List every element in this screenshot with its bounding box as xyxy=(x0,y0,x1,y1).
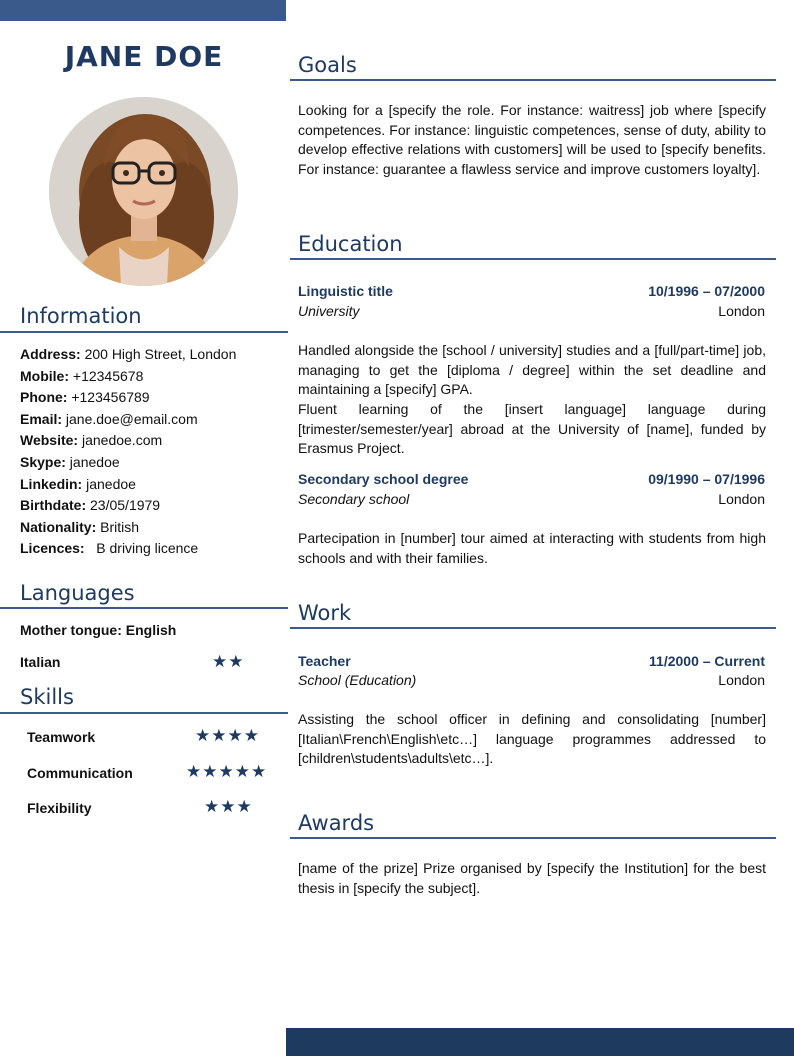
section-divider xyxy=(290,627,776,629)
info-label: Birthdate: xyxy=(20,497,87,514)
work-description: Assisting the school officer in defining and consolidating [number] [Italian\French\English\etc…] language programmes addressed to [children\students\adults\etc…]. xyxy=(298,711,766,767)
information-list xyxy=(20,344,282,560)
bottom-accent-bar xyxy=(286,1028,794,1056)
info-label: Linkedin: xyxy=(20,475,83,492)
skill-name: Communication xyxy=(27,765,133,781)
info-row xyxy=(20,409,282,431)
section-heading-goals: Goals xyxy=(298,53,357,77)
section-heading-information: Information xyxy=(20,304,142,328)
info-label: Phone: xyxy=(20,389,68,406)
education-city: London xyxy=(718,491,765,507)
skill-rating-stars: ★★★★★ xyxy=(186,762,268,781)
left-column xyxy=(0,0,288,1056)
profile-photo xyxy=(49,97,238,286)
info-value: British xyxy=(96,518,140,535)
info-label: Licences: xyxy=(20,540,85,557)
candidate-name: JANE DOE xyxy=(64,40,224,73)
info-label: Nationality: xyxy=(20,518,97,535)
goals-text: Looking for a [specify the role. For instance: waitress] job where [specify competences. For instance: linguistic competences, sense of duty, ability to develop effective relations with customers] will be used to [specify benefits. For instance: guarantee a flawless service and improve customers loyalty]. xyxy=(298,102,766,177)
info-value: janedoe xyxy=(65,453,120,470)
language-name: Italian xyxy=(20,654,61,670)
info-value: 23/05/1979 xyxy=(86,497,161,514)
education-description: Handled alongside the [school / university] studies and a [full/part-time] job, managing to get the [diploma / degree] within the set deadline and maintaining a [specify] GPA. xyxy=(298,342,766,398)
education-city: London xyxy=(718,303,765,319)
info-value: janedoe xyxy=(82,475,136,492)
info-row xyxy=(20,430,282,452)
info-value: 200 High Street, London xyxy=(80,346,237,362)
work-dates: 11/2000 – Current xyxy=(649,653,765,669)
info-row xyxy=(20,366,282,388)
education-description-extra: Fluent learning of the [insert language] language during [trimester/semester/year] abroad at the University of [name], funded by Erasmus Project. xyxy=(298,401,766,457)
section-heading-skills: Skills xyxy=(20,685,74,709)
section-divider xyxy=(290,79,776,81)
awards-text: [name of the prize] Prize organised by [specify the Institution] for the best thesis in [specify the subject]. xyxy=(298,860,766,896)
education-description: Partecipation in [number] tour aimed at interacting with students from high schools and with their families. xyxy=(298,530,766,566)
info-row xyxy=(20,452,282,474)
section-divider xyxy=(0,331,288,333)
section-divider xyxy=(0,712,288,714)
info-row xyxy=(20,517,282,539)
info-value: jane.doe@email.com xyxy=(62,410,198,427)
info-row xyxy=(20,387,282,409)
education-dates: 10/1996 – 07/2000 xyxy=(648,283,765,299)
info-label: Email: xyxy=(20,410,63,427)
work-city: London xyxy=(718,672,765,688)
section-heading-languages: Languages xyxy=(20,581,135,605)
info-row xyxy=(20,474,282,496)
education-institution: Secondary school xyxy=(298,491,410,507)
section-divider xyxy=(0,607,288,609)
info-label: Mobile: xyxy=(20,367,69,384)
education-institution: University xyxy=(298,303,360,319)
section-heading-education: Education xyxy=(298,232,403,256)
info-label: Address: xyxy=(20,346,81,362)
info-label: Skype: xyxy=(20,453,66,470)
info-row xyxy=(20,538,282,560)
info-value: janedoe.com xyxy=(78,432,163,449)
work-title: Teacher xyxy=(298,653,351,669)
mother-tongue: Mother tongue: English xyxy=(20,622,177,638)
info-row xyxy=(20,495,282,517)
education-dates: 09/1990 – 07/1996 xyxy=(648,471,765,487)
info-value: +123456789 xyxy=(67,389,150,406)
section-heading-work: Work xyxy=(298,601,352,625)
info-row xyxy=(20,344,282,366)
skill-rating-stars: ★★★ xyxy=(204,797,253,816)
education-title: Secondary school degree xyxy=(298,471,469,487)
skill-name: Teamwork xyxy=(27,729,96,745)
section-divider xyxy=(290,837,776,839)
section-heading-awards: Awards xyxy=(298,811,375,835)
work-employer: School (Education) xyxy=(298,672,417,688)
skill-name: Flexibility xyxy=(27,800,92,816)
education-title: Linguistic title xyxy=(298,283,393,299)
skill-rating-stars: ★★★★ xyxy=(195,726,260,745)
section-divider xyxy=(290,258,776,260)
info-label: Website: xyxy=(20,432,79,449)
info-value: +12345678 xyxy=(69,367,144,384)
language-rating-stars: ★★ xyxy=(212,652,245,671)
info-value: B driving licence xyxy=(84,540,199,557)
